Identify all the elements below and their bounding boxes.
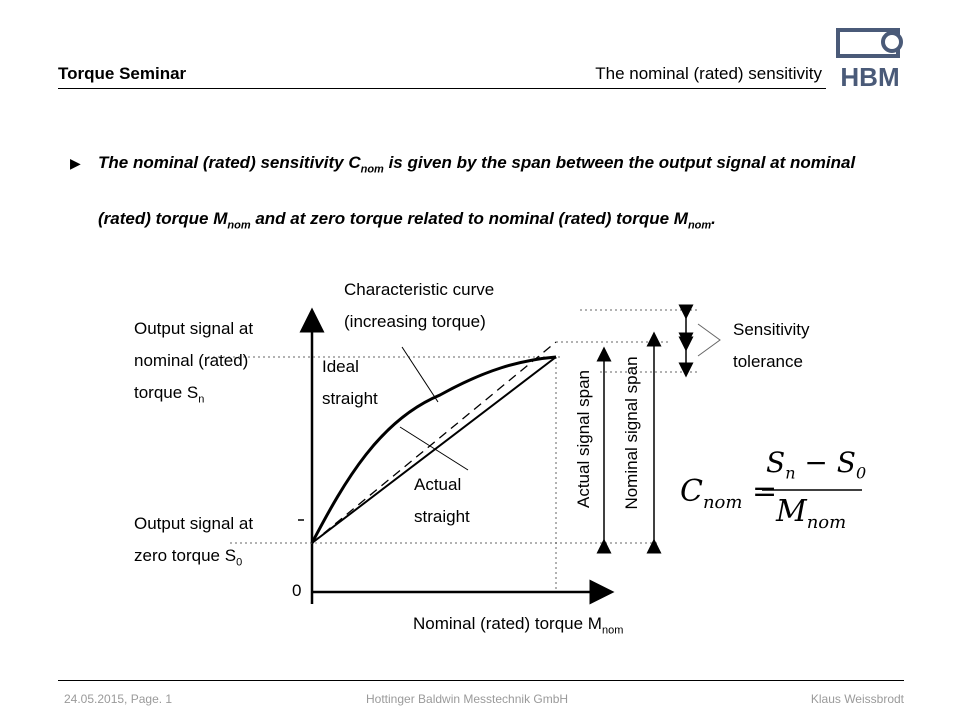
footer-company: Hottinger Baldwin Messtechnik GmbH [366,692,569,706]
ideal-straight-label: Ideal straight [322,357,378,408]
footer-author: Klaus Weissbrodt [810,692,904,706]
pointer-characteristic [402,347,438,402]
actual-span-label: Actual signal span [574,370,593,508]
nominal-span-label: Nominal signal span [622,356,641,510]
actual-straight-label: Actual straight [414,475,470,526]
seminar-title: Torque Seminar [58,64,187,83]
bullet-arrow-icon: ▶ [70,155,81,171]
tolerance-bracket [698,324,720,356]
output-zero-label: Output signal at zero torque $S_0$ [134,514,254,569]
characteristic-curve-label: Characteristic curve (increasing torque) [344,280,495,331]
footer-date-page: 24.05.2015, Page. 1 [64,692,173,706]
bullet-text: The nominal (rated) sensitivity $C_{nom}$ is given by the span between the output signal at nominal (rated) torque $M_{nom}$ and at zero torque related to nominal (rated) torque $M_{nom}$. [98,153,856,232]
sensitivity-tolerance-label: Sensitivity tolerance [733,320,810,371]
logo-text: HBM [840,62,900,88]
x-axis-label: Nominal (rated) torque $M_{nom}$ [413,614,624,637]
origin-zero-label: 0 [292,581,302,600]
pointer-actual [400,427,468,470]
output-nominal-label: Output signal at nominal (rated) torque $S_n$ [134,319,254,406]
sensitivity-formula: $C_{nom}$ = $S_n - S_0$ $M_{nom}$ [680,446,867,533]
footer-divider [58,680,904,681]
slide-title: The nominal (rated) sensitivity [595,64,822,83]
